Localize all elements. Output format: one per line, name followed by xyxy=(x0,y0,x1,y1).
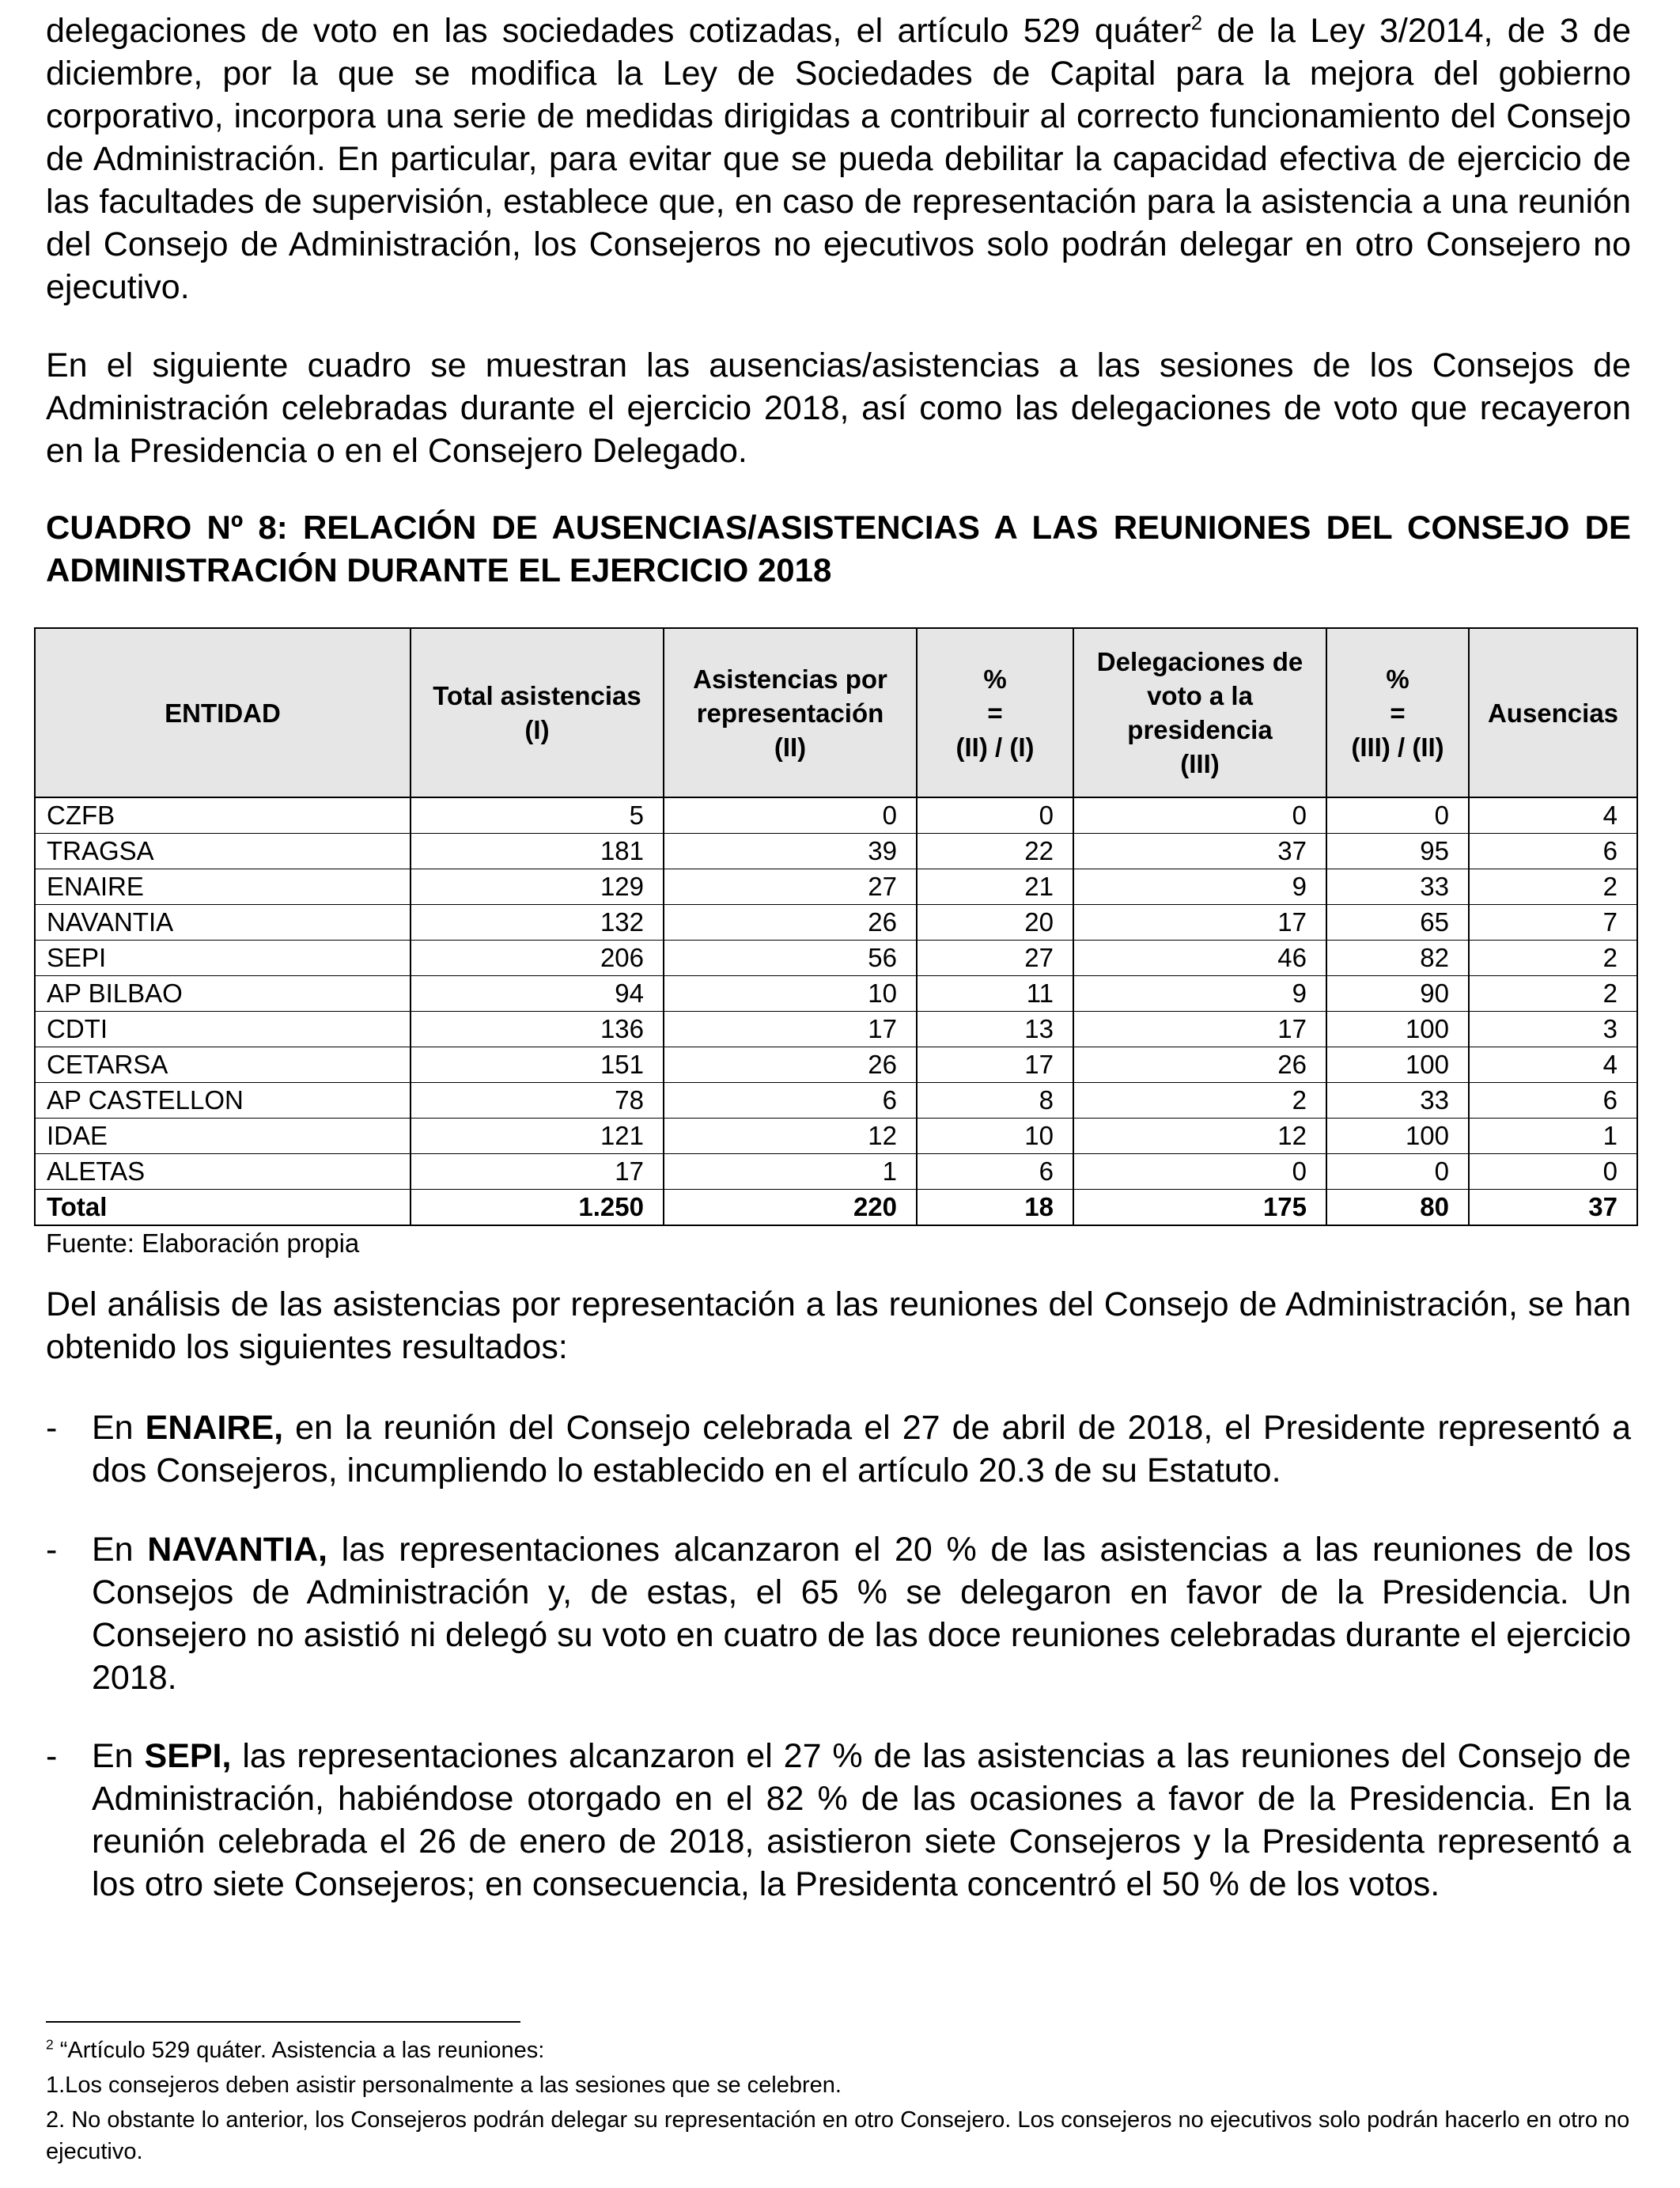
value-cell: 11 xyxy=(917,976,1073,1012)
column-header xyxy=(917,628,1073,797)
entity-cell: ALETAS xyxy=(35,1154,411,1190)
value-cell: 33 xyxy=(1326,1083,1469,1119)
bullet-body: en la reunión del Consejo celebrada el 27 de abril de 2018, el Presidente representó a dos Consejeros, incumpliendo lo establecido en el artículo 20.3 de su Estatuto. xyxy=(92,1409,1631,1490)
entity-cell: TRAGSA xyxy=(35,834,411,869)
intro-text-end: de la Ley 3/2014, de 3 de diciembre, por la que se modifica la Ley de Sociedades de Capital para la mejora del gobierno corporativo, incorpora una serie de medidas dirigidas a contribuir al correcto funcionamiento del Consejo de Administración. En particular, para evitar que se pueda debilitar la capacidad efectiva de ejercicio de las facultades de supervisión, establece que, en caso de representación para la asistencia a una reunión del Consejo de Administración, los Consejeros no ejecutivos solo podrán delegar en otro Consejero no ejecutivo. xyxy=(46,12,1631,306)
value-cell: 37 xyxy=(1469,1190,1637,1226)
value-cell: 2 xyxy=(1073,1083,1326,1119)
column-header-line: (I) xyxy=(524,715,550,744)
column-header-line: % xyxy=(983,664,1007,694)
value-cell: 94 xyxy=(411,976,664,1012)
entity-cell: IDAE xyxy=(35,1119,411,1154)
value-cell: 26 xyxy=(1073,1047,1326,1083)
column-header-line: = xyxy=(1390,698,1406,728)
column-header xyxy=(1073,628,1326,797)
entity-cell: AP BILBAO xyxy=(35,976,411,1012)
entity-cell: NAVANTIA xyxy=(35,905,411,941)
column-header xyxy=(1326,628,1469,797)
value-cell: 37 xyxy=(1073,834,1326,869)
entity-cell: AP CASTELLON xyxy=(35,1083,411,1119)
bullet-entity: NAVANTIA, xyxy=(147,1531,327,1569)
bullet-dash: - xyxy=(46,1409,58,1447)
value-cell: 27 xyxy=(917,941,1073,976)
value-cell: 1 xyxy=(1469,1119,1637,1154)
value-cell: 33 xyxy=(1326,869,1469,905)
column-header-line: Delegaciones de xyxy=(1096,647,1304,676)
analysis-paragraph: Del análisis de las asistencias por representación a las reuniones del Consejo de Administración, se han obtenido los siguientes resultados: xyxy=(46,1285,1631,1366)
column-header-line: Total asistencias xyxy=(433,681,641,710)
table-row xyxy=(35,905,1637,941)
value-cell: 0 xyxy=(1469,1154,1637,1190)
bullet-entity: ENAIRE, xyxy=(145,1409,284,1447)
entity-cell: CETARSA xyxy=(35,1047,411,1083)
footnote-marker: 2 xyxy=(46,2036,54,2053)
footnote-line-2: 1.Los consejeros deben asistir personalmente a las sesiones que se celebren. xyxy=(46,2073,842,2098)
value-cell: 2 xyxy=(1469,941,1637,976)
value-cell: 0 xyxy=(1326,797,1469,834)
column-header xyxy=(35,628,411,797)
table-row xyxy=(35,1119,1637,1154)
value-cell: 2 xyxy=(1469,869,1637,905)
table-row xyxy=(35,976,1637,1012)
value-cell: 27 xyxy=(664,869,917,905)
value-cell: 18 xyxy=(917,1190,1073,1226)
value-cell: 21 xyxy=(917,869,1073,905)
table-row xyxy=(35,834,1637,869)
value-cell: 181 xyxy=(411,834,664,869)
value-cell: 80 xyxy=(1326,1190,1469,1226)
value-cell: 2 xyxy=(1469,976,1637,1012)
value-cell: 220 xyxy=(664,1190,917,1226)
value-cell: 100 xyxy=(1326,1047,1469,1083)
value-cell: 13 xyxy=(917,1012,1073,1047)
bullet-entity: SEPI, xyxy=(144,1737,232,1775)
column-header xyxy=(1469,628,1637,797)
value-cell: 136 xyxy=(411,1012,664,1047)
column-header-line: ENTIDAD xyxy=(165,698,281,728)
bullet-text xyxy=(92,1735,1631,1906)
value-cell: 206 xyxy=(411,941,664,976)
intro-text-start: delegaciones de voto en las sociedades cotizadas, el artículo 529 quáter xyxy=(46,12,1191,50)
intro-paragraph xyxy=(46,9,1631,309)
bullet-lead: En xyxy=(92,1409,146,1447)
value-cell: 56 xyxy=(664,941,917,976)
bullet-dash: - xyxy=(46,1737,58,1775)
table-row xyxy=(35,797,1637,834)
table-row xyxy=(35,1154,1637,1190)
value-cell: 0 xyxy=(1073,797,1326,834)
value-cell: 0 xyxy=(664,797,917,834)
value-cell: 10 xyxy=(664,976,917,1012)
footnote-title: “Artículo 529 quáter. Asistencia a las reuniones: xyxy=(53,2038,545,2063)
entity-cell: CZFB xyxy=(35,797,411,834)
value-cell: 65 xyxy=(1326,905,1469,941)
value-cell: 17 xyxy=(1073,905,1326,941)
entity-cell: CDTI xyxy=(35,1012,411,1047)
table-intro-paragraph: En el siguiente cuadro se muestran las ausencias/asistencias a las sesiones de los Consejos de Administración celebradas durante el ejercicio 2018, así como las delegaciones de voto que recayeron en la Presidencia o en el Consejero Delegado. xyxy=(46,346,1631,470)
table-body xyxy=(35,797,1637,1225)
value-cell: 17 xyxy=(917,1047,1073,1083)
footnote-separator xyxy=(46,2021,520,2023)
value-cell: 17 xyxy=(411,1154,664,1190)
bullet-text xyxy=(92,1528,1631,1699)
value-cell: 5 xyxy=(411,797,664,834)
column-header-line: % xyxy=(1386,664,1409,694)
column-header-line: = xyxy=(987,698,1003,728)
column-header-line: (III) xyxy=(1180,749,1220,778)
entity-cell: Total xyxy=(35,1190,411,1226)
value-cell: 95 xyxy=(1326,834,1469,869)
attendance-table-container xyxy=(34,627,1636,1226)
value-cell: 3 xyxy=(1469,1012,1637,1047)
column-header-line: (II) xyxy=(774,732,807,762)
value-cell: 132 xyxy=(411,905,664,941)
footnote-reference[interactable]: 2 xyxy=(1190,12,1203,35)
value-cell: 90 xyxy=(1326,976,1469,1012)
value-cell: 0 xyxy=(1326,1154,1469,1190)
value-cell: 1.250 xyxy=(411,1190,664,1226)
table-row xyxy=(35,1047,1637,1083)
value-cell: 121 xyxy=(411,1119,664,1154)
column-header-line: representación xyxy=(696,698,884,728)
value-cell: 20 xyxy=(917,905,1073,941)
bullet-body: las representaciones alcanzaron el 20 % de las asistencias a las reuniones de los Consejos de Administración y, de estas, el 65 % se delegaron en favor de la Presidencia. Un Consejero no asistió ni delegó su voto en cuatro de las doce reuniones celebradas durante el ejercicio 2018. xyxy=(92,1531,1632,1697)
value-cell: 10 xyxy=(917,1119,1073,1154)
bullet-text xyxy=(92,1406,1631,1492)
bullet-lead: En xyxy=(92,1531,148,1569)
value-cell: 0 xyxy=(1073,1154,1326,1190)
bullet-lead: En xyxy=(92,1737,145,1775)
value-cell: 1 xyxy=(664,1154,917,1190)
value-cell: 9 xyxy=(1073,976,1326,1012)
table-row xyxy=(35,941,1637,976)
value-cell: 8 xyxy=(917,1083,1073,1119)
value-cell: 7 xyxy=(1469,905,1637,941)
table-row xyxy=(35,1083,1637,1119)
value-cell: 78 xyxy=(411,1083,664,1119)
column-header-line: voto a la xyxy=(1147,681,1253,710)
value-cell: 151 xyxy=(411,1047,664,1083)
value-cell: 4 xyxy=(1469,1047,1637,1083)
value-cell: 26 xyxy=(664,905,917,941)
column-header xyxy=(664,628,917,797)
value-cell: 129 xyxy=(411,869,664,905)
value-cell: 22 xyxy=(917,834,1073,869)
value-cell: 6 xyxy=(664,1083,917,1119)
value-cell: 12 xyxy=(1073,1119,1326,1154)
bullet-enaire xyxy=(46,1406,1631,1492)
table-row xyxy=(35,1012,1637,1047)
value-cell: 26 xyxy=(664,1047,917,1083)
value-cell: 9 xyxy=(1073,869,1326,905)
value-cell: 100 xyxy=(1326,1119,1469,1154)
value-cell: 4 xyxy=(1469,797,1637,834)
value-cell: 17 xyxy=(664,1012,917,1047)
column-header-line: (II) / (I) xyxy=(955,732,1035,762)
value-cell: 39 xyxy=(664,834,917,869)
attendance-table xyxy=(34,627,1638,1226)
table-row xyxy=(35,869,1637,905)
value-cell: 6 xyxy=(917,1154,1073,1190)
bullet-body: las representaciones alcanzaron el 27 % de las asistencias a las reuniones del Consejo de Administración, habiéndose otorgado en el 82 % de las ocasiones a favor de la Presidencia. En la reunión celebrada el 26 de enero de 2018, asistieron siete Consejeros y la Presidenta representó a los otro siete Consejeros; en consecuencia, la Presidenta concentró el 50 % de los votos. xyxy=(92,1737,1632,1903)
value-cell: 0 xyxy=(917,797,1073,834)
column-header-line: Ausencias xyxy=(1487,698,1619,728)
value-cell: 82 xyxy=(1326,941,1469,976)
footnote-line-1 xyxy=(46,2035,1631,2066)
entity-cell: SEPI xyxy=(35,941,411,976)
value-cell: 46 xyxy=(1073,941,1326,976)
value-cell: 12 xyxy=(664,1119,917,1154)
value-cell: 6 xyxy=(1469,1083,1637,1119)
value-cell: 6 xyxy=(1469,834,1637,869)
table-source-note: Fuente: Elaboración propia xyxy=(46,1228,360,1258)
bullet-sepi xyxy=(46,1735,1631,1906)
footnote-line-3: 2. No obstante lo anterior, los Consejeros podrán delegar su representación en otro Consejero. Los consejeros no ejecutivos solo podrán hacerlo en otro no ejecutivo. xyxy=(46,2107,1630,2164)
column-header-line: Asistencias por xyxy=(693,664,887,694)
value-cell: 100 xyxy=(1326,1012,1469,1047)
column-header xyxy=(411,628,664,797)
table-header-row xyxy=(35,628,1637,797)
value-cell: 175 xyxy=(1073,1190,1326,1226)
bullet-navantia xyxy=(46,1528,1631,1699)
table-total-row xyxy=(35,1190,1637,1226)
value-cell: 17 xyxy=(1073,1012,1326,1047)
column-header-line: (III) / (II) xyxy=(1351,732,1444,762)
table-title: CUADRO Nº 8: RELACIÓN DE AUSENCIAS/ASISTENCIAS A LAS REUNIONES DEL CONSEJO DE ADMINISTRACIÓN DURANTE EL EJERCICIO 2018 xyxy=(46,509,1631,589)
column-header-line: presidencia xyxy=(1127,715,1273,744)
bullet-dash: - xyxy=(46,1531,58,1569)
entity-cell: ENAIRE xyxy=(35,869,411,905)
